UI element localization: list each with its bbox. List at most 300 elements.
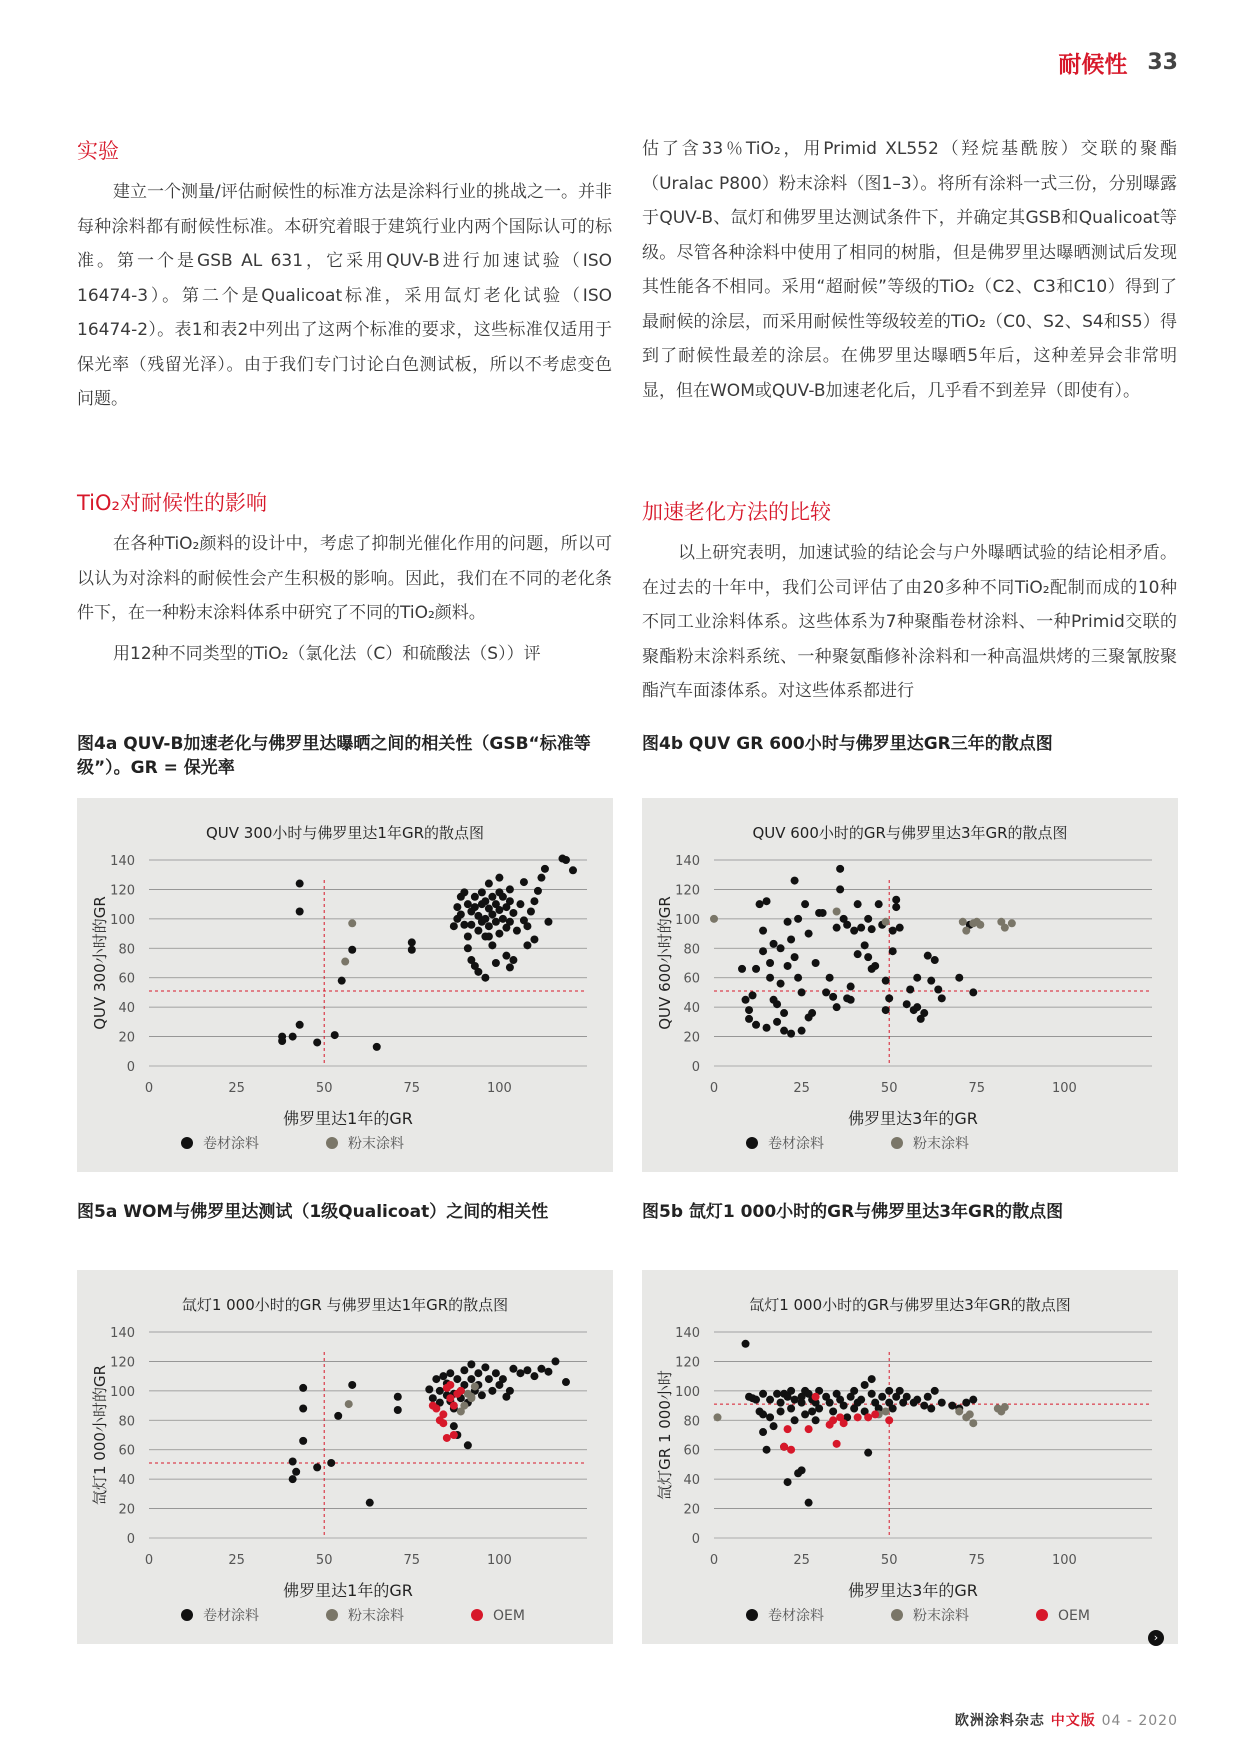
data-point: [513, 927, 521, 935]
y-tick-label: 80: [683, 942, 700, 958]
data-point: [770, 940, 778, 948]
data-point: [885, 1416, 893, 1424]
data-point: [791, 953, 799, 961]
data-point: [710, 915, 718, 923]
data-point: [801, 1410, 809, 1418]
data-point: [394, 1406, 402, 1414]
data-point: [457, 910, 465, 918]
data-point: [432, 1375, 440, 1383]
data-point: [488, 941, 496, 949]
y-tick-label: 20: [118, 1502, 135, 1518]
data-point: [780, 1443, 788, 1451]
data-point: [885, 1387, 893, 1395]
section-label: 耐候性: [1058, 52, 1128, 78]
data-point: [749, 991, 757, 999]
left-column-2: [77, 487, 612, 671]
data-point: [962, 927, 970, 935]
data-point: [819, 909, 827, 917]
y-tick-label: 80: [118, 1414, 135, 1430]
data-point: [738, 965, 746, 973]
data-point: [882, 1006, 890, 1014]
data-point: [467, 1360, 475, 1368]
data-point: [432, 1405, 440, 1413]
legend-label: 粉末涂料: [913, 1136, 969, 1152]
y-tick-label: 0: [126, 1060, 135, 1075]
data-point: [460, 921, 468, 929]
y-tick-label: 80: [118, 942, 135, 958]
legend-marker: [326, 1609, 338, 1621]
data-point: [920, 1009, 928, 1017]
legend-label: 卷材涂料: [768, 1608, 824, 1624]
data-point: [752, 965, 760, 973]
data-point: [506, 918, 514, 926]
y-tick-label: 60: [683, 971, 700, 987]
data-point: [474, 1369, 482, 1377]
data-point: [488, 1387, 496, 1395]
data-point: [478, 1391, 486, 1399]
data-point: [931, 956, 939, 964]
legend-marker: [891, 1137, 903, 1149]
legend-label: 粉末涂料: [348, 1136, 404, 1152]
data-point: [773, 1018, 781, 1026]
data-point: [777, 1407, 785, 1415]
data-point: [791, 877, 799, 885]
chart-5b: [642, 1270, 1178, 1644]
data-point: [892, 896, 900, 904]
x-tick-label: 25: [793, 1081, 810, 1096]
data-point: [854, 900, 862, 908]
data-point: [292, 1468, 300, 1476]
data-point: [299, 1384, 307, 1392]
x-tick-label: 25: [793, 1553, 810, 1568]
data-point: [812, 1393, 820, 1401]
data-point: [763, 1024, 771, 1032]
y-tick-label: 120: [110, 1355, 135, 1371]
x-tick-label: 25: [228, 1553, 245, 1568]
x-tick-label: 100: [1051, 1553, 1077, 1568]
data-point: [766, 959, 774, 967]
data-point: [506, 885, 514, 893]
data-point: [938, 994, 946, 1002]
data-point: [460, 1402, 468, 1410]
data-point: [334, 1412, 342, 1420]
y-tick-label: 140: [110, 854, 135, 869]
y-tick-label: 100: [675, 912, 700, 928]
page-header: [1058, 46, 1178, 79]
data-point: [791, 1396, 799, 1404]
data-point: [278, 1037, 286, 1045]
data-point: [938, 1399, 946, 1407]
data-point: [439, 1419, 447, 1427]
data-point: [871, 1410, 879, 1418]
data-point: [955, 1407, 963, 1415]
legend-label: 粉末涂料: [348, 1608, 404, 1624]
next-page-icon[interactable]: ›: [1148, 1630, 1164, 1646]
x-tick-label: 100: [1051, 1081, 1077, 1096]
data-point: [471, 893, 479, 901]
data-point: [864, 953, 872, 961]
edition-label: 中文版: [1050, 1713, 1096, 1729]
data-point: [289, 1475, 297, 1483]
data-point: [780, 1009, 788, 1017]
data-point: [551, 1357, 559, 1365]
x-tick-label: 75: [968, 1081, 986, 1096]
data-point: [927, 1405, 935, 1413]
data-point: [787, 1446, 795, 1454]
paragraph-continued: 估了含33％TiO₂，用Primid XL552（羟烷基酰胺）交联的聚酯（Uralac P800）粉末涂料（图1–3）。将所有涂料一式三份，分别曝露于QUV-B、氙灯和佛罗里达测试条件下，并确定其GSB和Qualicoat等级。尽管各种涂料中使用了相同的树脂，但是佛罗里达曝晒测试后发现其性能各不相同。采用“超耐候”等级的TiO₂（C2、C3和C10）得到了最耐候的涂层，而采用耐候性等级较差的TiO₂（C0、S2、S4和S5）得到了耐候性最差的涂层。在佛罗里达曝晒5年后，这种差异会非常明显，但在WOM或QUV-B加速老化后，几乎看不到差异（即使有）。: [642, 139, 1177, 401]
data-point: [745, 1015, 753, 1023]
x-axis-label: 佛罗里达1年的GR: [283, 1581, 413, 1600]
data-point: [903, 1393, 911, 1401]
page-number: 33: [1147, 50, 1178, 75]
data-point: [488, 910, 496, 918]
legend-marker: [891, 1609, 903, 1621]
legend-marker: [1036, 1609, 1048, 1621]
data-point: [502, 952, 510, 960]
data-point: [787, 1387, 795, 1395]
data-point: [495, 906, 503, 914]
data-point: [812, 1416, 820, 1424]
y-tick-label: 40: [683, 1473, 700, 1489]
x-tick-label: 100: [486, 1081, 512, 1096]
chart-title: QUV 300小时与佛罗里达1年GR的散点图: [205, 824, 485, 842]
data-point: [756, 900, 764, 908]
data-point: [296, 880, 304, 888]
data-point: [822, 988, 830, 996]
legend-label: 卷材涂料: [203, 1136, 259, 1152]
x-tick-label: 50: [880, 1553, 898, 1568]
data-point: [864, 915, 872, 923]
y-tick-label: 40: [118, 1473, 135, 1489]
data-point: [541, 865, 549, 873]
data-point: [962, 1399, 970, 1407]
data-point: [882, 918, 890, 926]
scatter-chart-4b: [642, 798, 1178, 1172]
data-point: [450, 1422, 458, 1430]
data-point: [889, 927, 897, 935]
data-point: [924, 952, 932, 960]
data-point: [331, 1031, 339, 1039]
data-point: [485, 1375, 493, 1383]
data-point: [787, 1405, 795, 1413]
data-point: [471, 1382, 479, 1390]
data-point: [474, 927, 482, 935]
data-point: [446, 1394, 454, 1402]
legend-marker: [181, 1137, 193, 1149]
legend-marker: [746, 1137, 758, 1149]
data-point: [861, 941, 869, 949]
data-point: [969, 1396, 977, 1404]
data-point: [516, 1369, 524, 1377]
data-point: [773, 1000, 781, 1008]
data-point: [924, 1393, 932, 1401]
data-point: [471, 903, 479, 911]
data-point: [777, 944, 785, 952]
data-point: [752, 1021, 760, 1029]
x-tick-label: 50: [315, 1553, 333, 1568]
data-point: [523, 1366, 531, 1374]
data-point: [485, 933, 493, 941]
data-point: [506, 963, 514, 971]
data-point: [453, 1375, 461, 1383]
data-point: [348, 946, 356, 954]
data-point: [791, 1416, 799, 1424]
data-point: [450, 1431, 458, 1439]
x-tick-label: 0: [709, 1081, 719, 1096]
data-point: [784, 1425, 792, 1433]
y-tick-label: 100: [675, 1384, 700, 1400]
chart-5a: [77, 1270, 613, 1644]
data-point: [408, 946, 416, 954]
data-point: [955, 974, 963, 982]
data-point: [460, 888, 468, 896]
data-point: [966, 1410, 974, 1418]
data-point: [847, 983, 855, 991]
data-point: [784, 918, 792, 926]
y-tick-label: 20: [118, 1030, 135, 1046]
y-tick-label: 140: [675, 854, 700, 869]
data-point: [815, 1405, 823, 1413]
data-point: [464, 900, 472, 908]
paragraph-experiment: 建立一个测量/评估耐候性的标准方法是涂料行业的挑战之一。并非每种涂料都有耐候性标准。本研究着眼于建筑行业内两个国际认可的标准。第一个是GSB AL 631，它采用QUV-B进行加速试验（ISO 16474-3）。第二个是Qualicoat标准，采用氙灯老化试验（ISO 16474-2）。表1和表2中列出了这两个标准的要求，这些标准仅适用于保光率（残留光泽）。由于我们专门讨论白色测试板，所以不考虑变色问题。: [77, 182, 612, 409]
data-point: [446, 1381, 454, 1389]
data-point: [770, 1422, 778, 1430]
data-point: [439, 1372, 447, 1380]
data-point: [840, 1419, 848, 1427]
y-tick-label: 0: [691, 1060, 700, 1075]
data-point: [826, 974, 834, 982]
data-point: [742, 996, 750, 1004]
legend-label: 卷材涂料: [768, 1136, 824, 1152]
data-point: [348, 919, 356, 927]
data-point: [829, 993, 837, 1001]
data-point: [313, 1038, 321, 1046]
data-point: [289, 1457, 297, 1465]
data-point: [889, 1405, 897, 1413]
data-point: [808, 1009, 816, 1017]
data-point: [499, 1375, 507, 1383]
y-tick-label: 0: [126, 1532, 135, 1547]
y-tick-label: 20: [683, 1502, 700, 1518]
x-tick-label: 50: [880, 1081, 898, 1096]
data-point: [759, 1410, 767, 1418]
data-point: [829, 1416, 837, 1424]
x-axis-label: 佛罗里达1年的GR: [283, 1109, 413, 1128]
y-tick-label: 0: [691, 1532, 700, 1547]
data-point: [450, 922, 458, 930]
data-point: [833, 908, 841, 916]
y-axis-label: 氙灯1 000小时的GR: [91, 1365, 109, 1505]
data-point: [766, 974, 774, 982]
data-point: [296, 1021, 304, 1029]
data-point: [481, 974, 489, 982]
data-point: [530, 935, 538, 943]
data-point: [299, 1437, 307, 1445]
data-point: [794, 974, 802, 982]
right-column: [642, 132, 1177, 408]
data-point: [537, 1365, 545, 1373]
x-tick-label: 75: [403, 1081, 421, 1096]
data-point: [313, 1463, 321, 1471]
section-title-experiment: 实验: [77, 139, 119, 163]
data-point: [864, 1449, 872, 1457]
data-point: [969, 988, 977, 996]
y-tick-label: 60: [683, 1443, 700, 1459]
chart-title: 氙灯1 000小时的GR与佛罗里达3年GR的散点图: [749, 1296, 1071, 1314]
data-point: [840, 1402, 848, 1410]
data-point: [492, 1369, 500, 1377]
data-point: [509, 956, 517, 964]
y-tick-label: 80: [683, 1414, 700, 1430]
data-point: [896, 1387, 904, 1395]
data-point: [854, 1413, 862, 1421]
data-point: [847, 996, 855, 1004]
page-footer: [955, 1710, 1178, 1730]
data-point: [373, 1043, 381, 1051]
data-point: [787, 1030, 795, 1038]
x-tick-label: 75: [968, 1553, 986, 1568]
data-point: [495, 874, 503, 882]
figure-caption-5b: 图5b 氙灯1 000小时的GR与佛罗里达3年GR的散点图: [642, 1202, 1064, 1222]
data-point: [562, 1378, 570, 1386]
data-point: [868, 1390, 876, 1398]
data-point: [296, 908, 304, 916]
scatter-chart-4a: [77, 798, 613, 1172]
left-column: [77, 135, 612, 417]
data-point: [745, 1006, 753, 1014]
legend-marker: [746, 1609, 758, 1621]
data-point: [443, 1434, 451, 1442]
y-axis-label: 氙灯GR 1 000小时: [656, 1370, 674, 1500]
data-point: [805, 1499, 813, 1507]
data-point: [474, 968, 482, 976]
data-point: [348, 1381, 356, 1389]
data-point: [481, 915, 489, 923]
data-point: [516, 900, 524, 908]
data-point: [714, 1413, 722, 1421]
data-point: [798, 1466, 806, 1474]
paragraph-comparison: 以上研究表明，加速试验的结论会与户外曝晒试验的结论相矛盾。在过去的十年中，我们公司评估了由20多种不同TiO₂配制而成的10种不同工业涂料体系。这些体系为7种聚酯卷材涂料、一种Primid交联的聚酯粉末涂料系统、一种聚氨酯修补涂料和一种高温烘烤的三聚氰胺聚酯汽车面漆体系。对这些体系都进行: [642, 543, 1177, 701]
data-point: [488, 893, 496, 901]
data-point: [467, 921, 475, 929]
data-point: [857, 924, 865, 932]
data-point: [495, 930, 503, 938]
data-point: [467, 1375, 475, 1383]
data-point: [366, 1499, 374, 1507]
paragraph-tio2-2: 用12种不同类型的TiO₂（氯化法（C）和硫酸法（S））评: [113, 643, 541, 664]
data-point: [752, 1396, 760, 1404]
data-point: [530, 1372, 538, 1380]
data-point: [425, 1385, 433, 1393]
data-point: [485, 880, 493, 888]
data-point: [913, 1003, 921, 1011]
data-point: [833, 1440, 841, 1448]
x-tick-label: 50: [315, 1081, 333, 1096]
magazine-name: 欧洲涂料杂志: [954, 1713, 1045, 1729]
data-point: [742, 1340, 750, 1348]
data-point: [969, 1419, 977, 1427]
figure-caption-5a: 图5a WOM与佛罗里达测试（1级Qualicoat）之间的相关性: [77, 1202, 549, 1222]
data-point: [453, 903, 461, 911]
data-point: [864, 1413, 872, 1421]
data-point: [798, 1399, 806, 1407]
data-point: [527, 908, 535, 916]
data-point: [913, 974, 921, 982]
legend-marker: [471, 1609, 483, 1621]
data-point: [773, 1390, 781, 1398]
data-point: [763, 1446, 771, 1454]
data-point: [784, 1478, 792, 1486]
data-point: [850, 927, 858, 935]
data-point: [394, 1393, 402, 1401]
data-point: [450, 1402, 458, 1410]
y-axis-label: QUV 300小时的GR: [91, 896, 109, 1030]
data-point: [537, 874, 545, 882]
data-point: [485, 922, 493, 930]
x-tick-label: 100: [486, 1553, 512, 1568]
data-point: [959, 918, 967, 926]
data-point: [850, 1387, 858, 1395]
chart-4b: [642, 798, 1178, 1172]
data-point: [868, 1375, 876, 1383]
data-point: [464, 944, 472, 952]
data-point: [506, 1387, 514, 1395]
section-title-tio2: TiO₂对耐候性的影响: [77, 491, 267, 515]
data-point: [436, 1387, 444, 1395]
data-point: [509, 1365, 517, 1373]
data-point: [766, 1413, 774, 1421]
data-point: [327, 1459, 335, 1467]
data-point: [520, 878, 528, 886]
data-point: [805, 1425, 813, 1433]
paragraph-tio2-1: 在各种TiO₂颜料的设计中，考虑了抑制光催化作用的问题，所以可以认为对涂料的耐候性会产生积极的影响。因此，我们在不同的老化条件下，在一种粉末涂料体系中研究了不同的TiO₂颜料。: [77, 534, 612, 623]
data-point: [784, 962, 792, 970]
data-point: [763, 897, 771, 905]
data-point: [871, 962, 879, 970]
data-point: [829, 1407, 837, 1415]
data-point: [530, 897, 538, 905]
legend-label: 卷材涂料: [203, 1608, 259, 1624]
y-tick-label: 120: [675, 883, 700, 899]
section-title-comparison: 加速老化方法的比较: [642, 500, 831, 524]
data-point: [478, 888, 486, 896]
x-tick-label: 0: [709, 1553, 719, 1568]
data-point: [878, 1393, 886, 1401]
data-point: [882, 977, 890, 985]
data-point: [562, 856, 570, 864]
data-point: [289, 1033, 297, 1041]
data-point: [892, 903, 900, 911]
data-point: [492, 918, 500, 926]
data-point: [801, 900, 809, 908]
data-point: [857, 1396, 865, 1404]
data-point: [906, 985, 914, 993]
data-point: [481, 1363, 489, 1371]
data-point: [896, 924, 904, 932]
data-point: [481, 897, 489, 905]
y-tick-label: 20: [683, 1030, 700, 1046]
data-point: [808, 1407, 816, 1415]
scatter-chart-5a: [77, 1270, 613, 1644]
data-point: [889, 947, 897, 955]
data-point: [780, 1027, 788, 1035]
data-point: [467, 1394, 475, 1402]
data-point: [777, 980, 785, 988]
legend-marker: [326, 1137, 338, 1149]
y-tick-label: 120: [675, 1355, 700, 1371]
right-column-2: [642, 496, 1177, 709]
figure-caption-4a: 图4a QUV-B加速老化与佛罗里达曝晒之间的相关性（GSB“标准等级”）。GR = 保光率: [77, 734, 591, 778]
